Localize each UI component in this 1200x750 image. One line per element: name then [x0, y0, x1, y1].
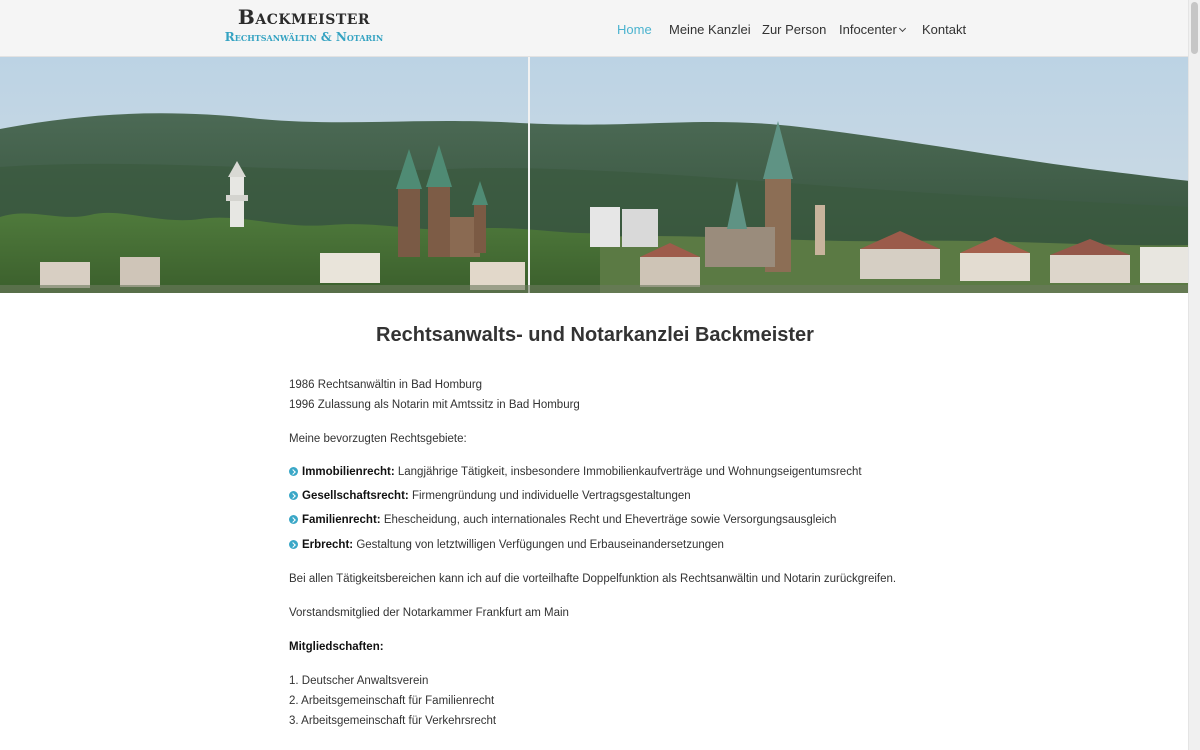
area-text: Langjährige Tätigkeit, insbesondere Immobilienkaufverträge und Wohnungseigentumsrecht: [397, 466, 862, 478]
nav-infocenter[interactable]: [839, 20, 905, 40]
arrow-circle-icon: [289, 540, 298, 549]
arrow-circle-icon: [289, 467, 298, 476]
area-text: Firmengründung und individuelle Vertragsgestaltungen: [411, 490, 691, 502]
arrow-circle-icon: [289, 491, 298, 500]
hero-panorama-image: [0, 57, 1190, 293]
site-logo[interactable]: [219, 6, 389, 44]
areas-intro: Meine bevorzugten Rechtsgebiete:: [289, 433, 467, 445]
nav-infocenter-label: Infocenter: [839, 22, 897, 37]
nav-zur-person[interactable]: Zur Person: [762, 22, 827, 37]
double-function-text: Bei allen Tätigkeitsbereichen kann ich auf die vorteilhafte Doppelfunktion als Rechtsanwältin und Notarin zurückgreifen.: [289, 573, 897, 585]
memberships-heading: [289, 639, 384, 655]
history-line-2: 1996 Zulassung als Notarin mit Amtssitz in Bad Homburg: [289, 399, 580, 411]
area-term: Immobilienrecht:: [302, 466, 395, 478]
memberships-heading-label: Mitgliedschaften:: [289, 641, 384, 653]
nav-kontakt[interactable]: Kontakt: [922, 22, 967, 37]
area-term: Familienrecht:: [302, 514, 381, 526]
chevron-down-icon: [899, 25, 906, 32]
logo-subtitle: Rechtsanwältin & Notarin: [224, 30, 384, 44]
area-item-gesellschaftsrecht: [289, 488, 691, 504]
logo-title: Backmeister: [237, 5, 371, 29]
area-term: Gesellschaftsrecht:: [302, 490, 409, 502]
membership-item-3: 3. Arbeitsgemeinschaft für Verkehrsrecht: [289, 715, 497, 727]
area-text: Ehescheidung, auch internationales Recht und Eheverträge sowie Versorgungsausgleich: [383, 514, 837, 526]
area-item-erbrecht: [289, 537, 724, 553]
nav-home[interactable]: Home: [617, 22, 652, 37]
page-title: Rechtsanwalts- und Notarkanzlei Backmeister: [376, 324, 814, 346]
history-line-1: 1986 Rechtsanwältin in Bad Homburg: [289, 379, 483, 391]
membership-item-1: 1. Deutscher Anwaltsverein: [289, 675, 429, 687]
membership-item-2: 2. Arbeitsgemeinschaft für Familienrecht: [289, 695, 495, 707]
arrow-circle-icon: [289, 515, 298, 524]
page-scrollbar[interactable]: [1188, 0, 1200, 750]
scrollbar-thumb[interactable]: [1191, 2, 1198, 54]
site-header: [0, 0, 1188, 57]
area-item-immobilienrecht: [289, 464, 862, 480]
board-membership-text: Vorstandsmitglied der Notarkammer Frankfurt am Main: [289, 607, 569, 619]
area-item-familienrecht: [289, 512, 836, 528]
area-text: Gestaltung von letztwilligen Verfügungen und Erbauseinandersetzungen: [356, 539, 724, 551]
nav-meine-kanzlei[interactable]: Meine Kanzlei: [669, 22, 751, 37]
area-term: Erbrecht:: [302, 539, 354, 551]
